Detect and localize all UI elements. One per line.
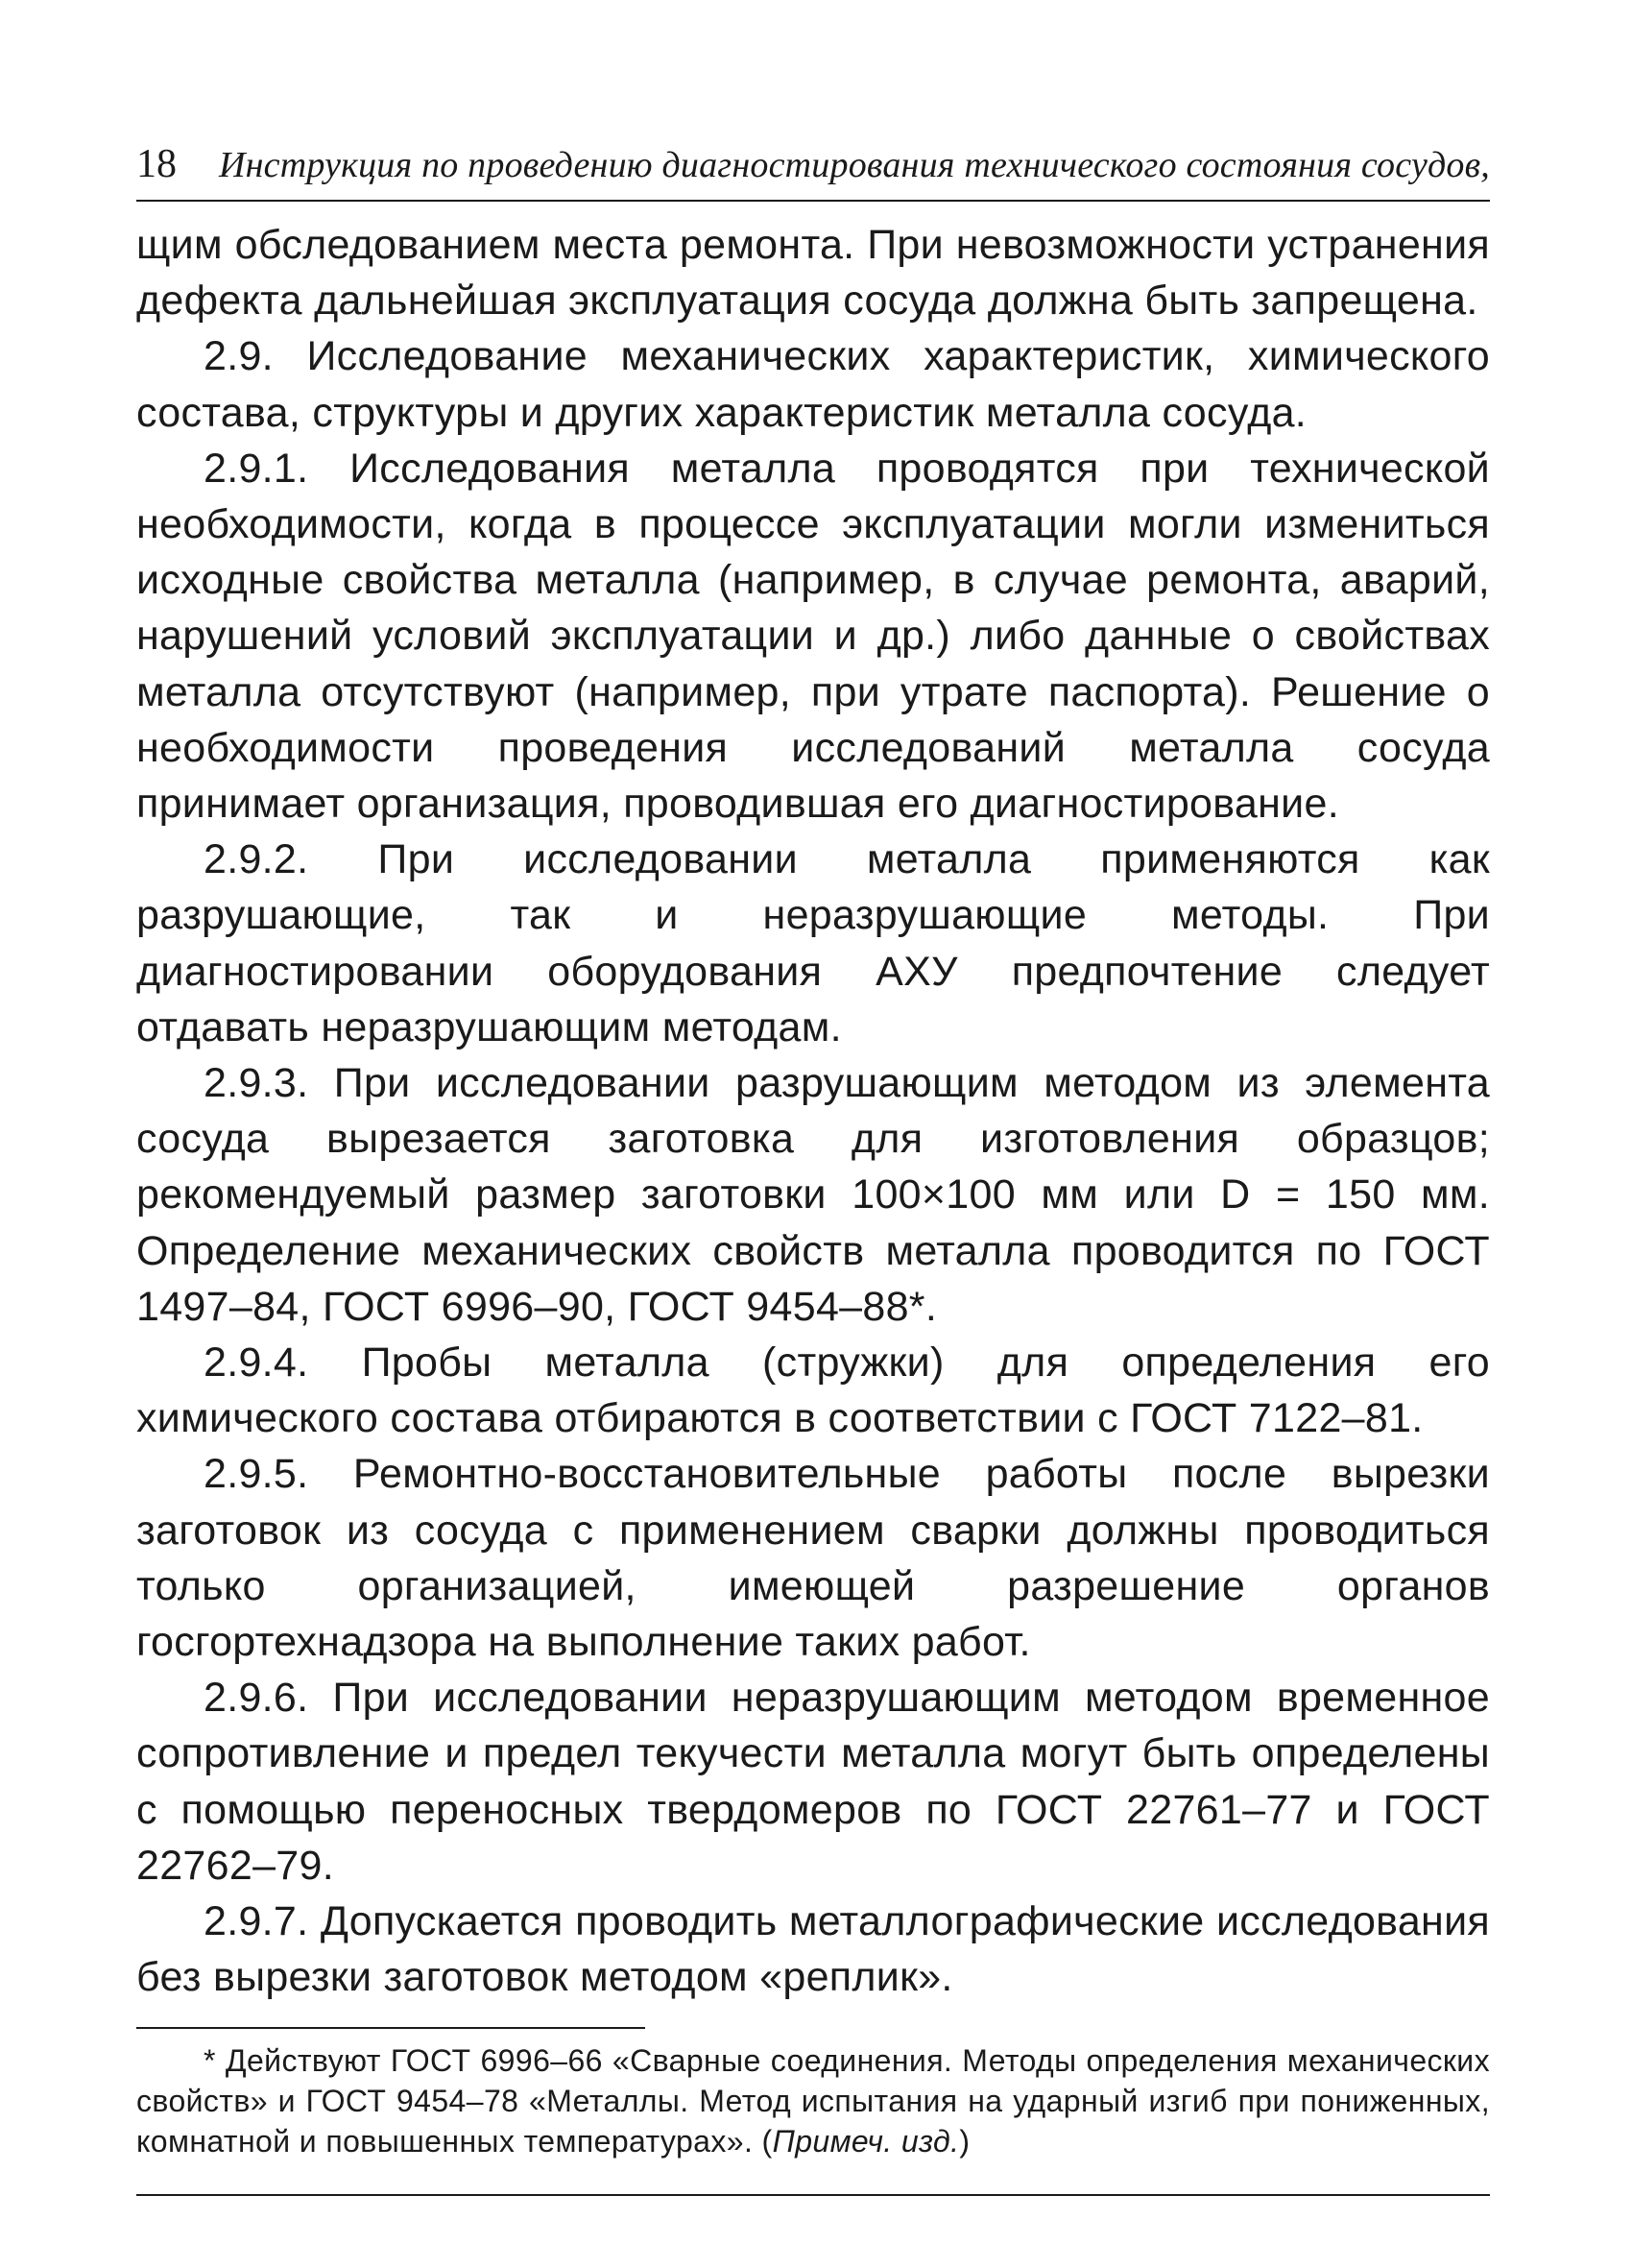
page-bottom-divider bbox=[136, 2194, 1490, 2196]
running-header bbox=[136, 144, 1490, 202]
paragraph-2-9-3: 2.9.3. При исследовании разрушающим методом из элемента сосуда вырезается заготовка для изготовления образцов; рекомендуемый размер заготовки 100×100 мм или D = 150 мм. Определение механических свойств металла проводится по ГОСТ 1497–84, ГОСТ 6996–90, ГОСТ 9454–88*. bbox=[136, 1060, 1490, 1330]
footnote-divider bbox=[136, 2027, 645, 2029]
paragraph-2-9-5: 2.9.5. Ремонтно-восстановительные работы после вырезки заготовок из сосуда с применением сварки должны проводиться только организацией, имеющей разрешение органов госгортехнадзора на выполнение таких работ. bbox=[136, 1451, 1490, 1666]
paragraph-2-9-1: 2.9.1. Исследования металла проводятся при технической необходимости, когда в процессе эксплуатации могли измениться исходные свойства металла (например, в случае ремонта, аварий, нарушений условий эксплуатации и др.) либо данные о свойствах металла отсутствуют (например, при утрате паспорта). Решение о необходимости проведения исследований металла сосуда принимает организация, проводившая его диагностирование. bbox=[136, 445, 1490, 828]
footnote bbox=[136, 2040, 1490, 2161]
paragraph-2-9-6: 2.9.6. При исследовании неразрушающим методом временное сопротивление и предел текучести металла могут быть определены с помощью переносных твердомеров по ГОСТ 22761–77 и ГОСТ 22762–79. bbox=[136, 1675, 1490, 1889]
paragraph-2-9-2: 2.9.2. При исследовании металла применяются как разрушающие, так и неразрушающие методы. При диагностировании оборудования АХУ предпочтение следует отдавать неразрушающим методам. bbox=[136, 836, 1490, 1050]
footnote-text: * Действуют ГОСТ 6996–66 «Сварные соединения. Методы определения механических свойств» и ГОСТ 9454–78 «Металлы. Метод испытания на ударный изгиб при пониженных, комнатной и повышенных температурах». ( bbox=[136, 2042, 1490, 2159]
paragraph-2-9-4: 2.9.4. Пробы металла (стружки) для определения его химического состава отбираются в соответствии с ГОСТ 7122–81. bbox=[136, 1339, 1490, 1442]
paragraph-continuation: щим обследованием места ремонта. При невозможности устранения дефекта дальнейшая эксплуатация сосуда должна быть запрещена. bbox=[136, 222, 1490, 325]
page-number: 18 bbox=[136, 142, 177, 186]
footnote-editor-note: Примеч. изд. bbox=[772, 2123, 960, 2159]
footnote-close: ) bbox=[959, 2123, 971, 2159]
paragraph-2-9: 2.9. Исследование механических характеристик, химического состава, структуры и других характеристик металла сосуда. bbox=[136, 333, 1490, 436]
running-title: Инструкция по проведению диагностирования технического состояния сосудов, bbox=[218, 145, 1490, 185]
paragraph-2-9-7: 2.9.7. Допускается проводить металлографические исследования без вырезки заготовок методом «реплик». bbox=[136, 1898, 1490, 2001]
document-page bbox=[136, 144, 1490, 2196]
body-text bbox=[136, 217, 1490, 2006]
